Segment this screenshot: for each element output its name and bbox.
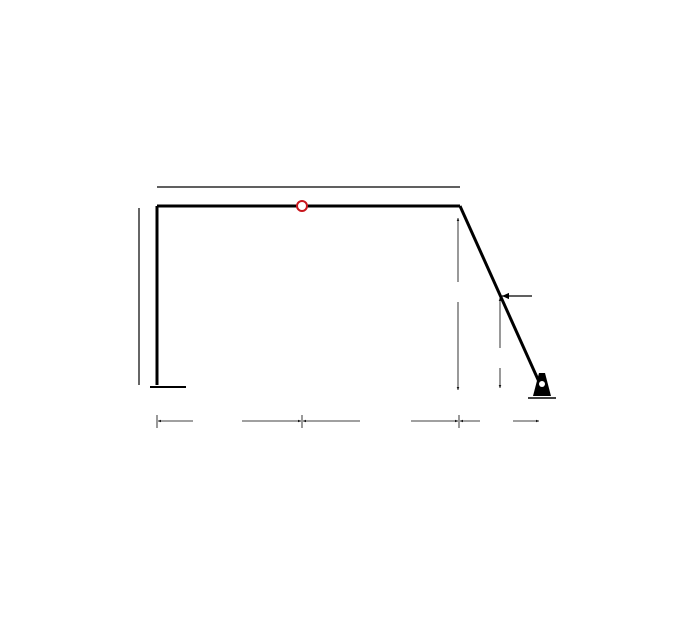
inclined-member-de	[460, 206, 540, 384]
horizontal-dimensions	[157, 415, 539, 428]
hinge-icon	[297, 201, 307, 211]
roller-pin-icon	[539, 381, 545, 387]
frame	[157, 206, 540, 385]
roller-support-e	[528, 373, 556, 398]
